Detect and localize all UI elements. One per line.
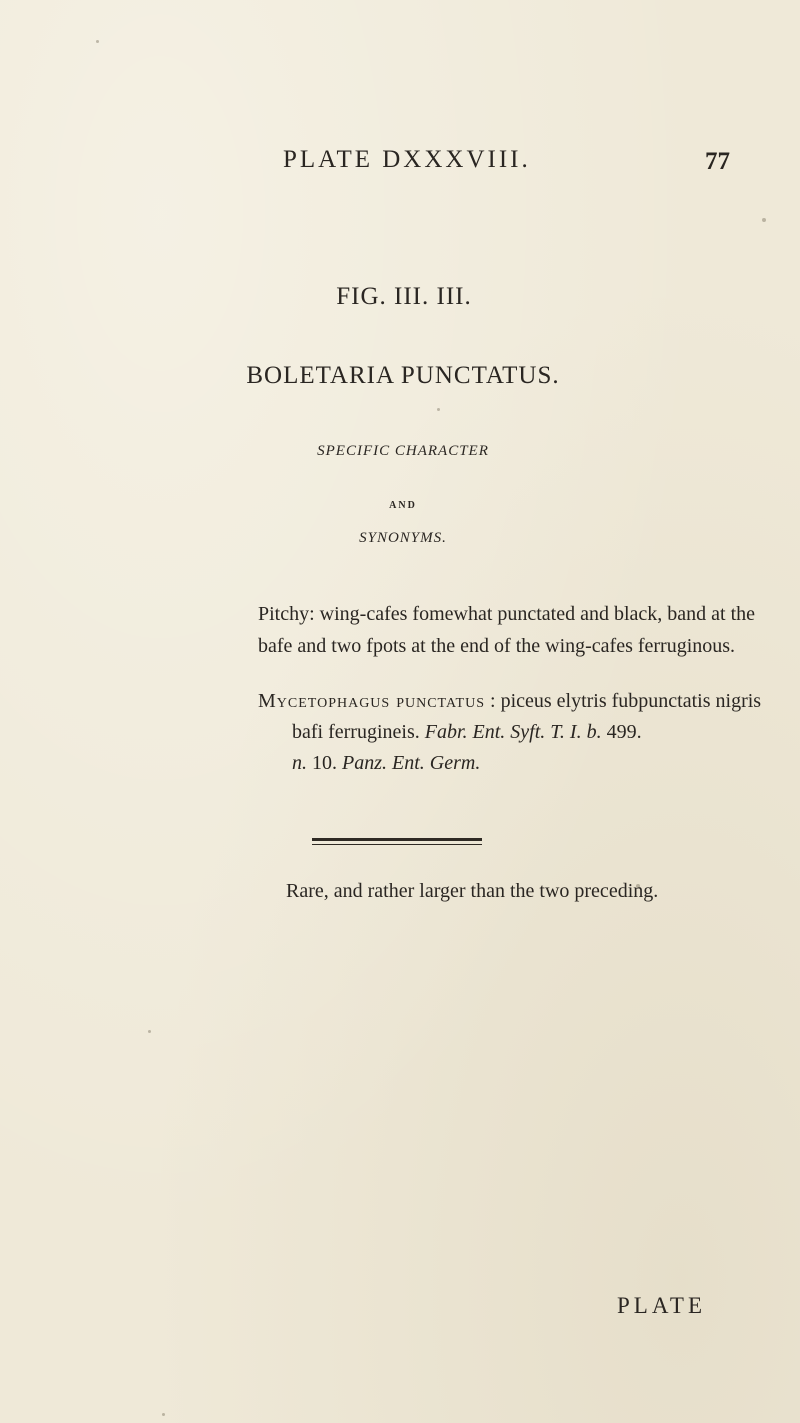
synonym-diagnosis: piceus elytris fubpunctatis nigris [500, 690, 762, 712]
description-line-2: bafe and two fpots at the end of the wing-cafes ferruginous. [258, 635, 736, 657]
reference-page: 499. [606, 721, 642, 743]
synonym-separator: : [485, 690, 501, 712]
synonym-name: Mycetophagus punctatus [258, 690, 485, 712]
running-title: PLATE DXXXVIII. [283, 146, 531, 173]
reference-panzer: Panz. Ent. Germ. [342, 752, 481, 774]
double-rule-divider [312, 838, 482, 846]
paper-speck [162, 1413, 165, 1416]
figure-heading: FIG. III. III. [336, 283, 472, 310]
synonym-line-2 [292, 716, 642, 748]
subheading-and: AND [389, 500, 417, 511]
reference-number-label: n. [292, 752, 307, 774]
reference-fabricius: Fabr. Ent. Syft. T. I. b. [424, 721, 602, 743]
rarity-note: Rare, and rather larger than the two preceding. [286, 880, 659, 902]
running-head [0, 146, 800, 176]
subheading-specific-character: SPECIFIC CHARACTER [317, 443, 489, 459]
paper-speck [96, 40, 99, 43]
page-number: 77 [705, 148, 730, 175]
synonym-line-1 [258, 685, 761, 717]
reference-number: 10. [312, 752, 337, 774]
rule-thick [312, 838, 482, 841]
description-line-1: Pitchy: wing-cafes fomewhat punctated and black, band at the [258, 603, 756, 625]
subheading-synonyms: SYNONYMS. [359, 530, 447, 546]
synonym-diagnosis-cont: bafi ferrugineis. [292, 721, 420, 743]
synonym-line-3 [292, 747, 480, 779]
paper-speck [437, 408, 440, 411]
paper-speck [148, 1030, 151, 1033]
catchword: PLATE [617, 1293, 706, 1318]
rule-thin [312, 844, 482, 845]
paper-speck [762, 218, 766, 222]
species-title: BOLETARIA PUNCTATUS. [246, 362, 560, 389]
